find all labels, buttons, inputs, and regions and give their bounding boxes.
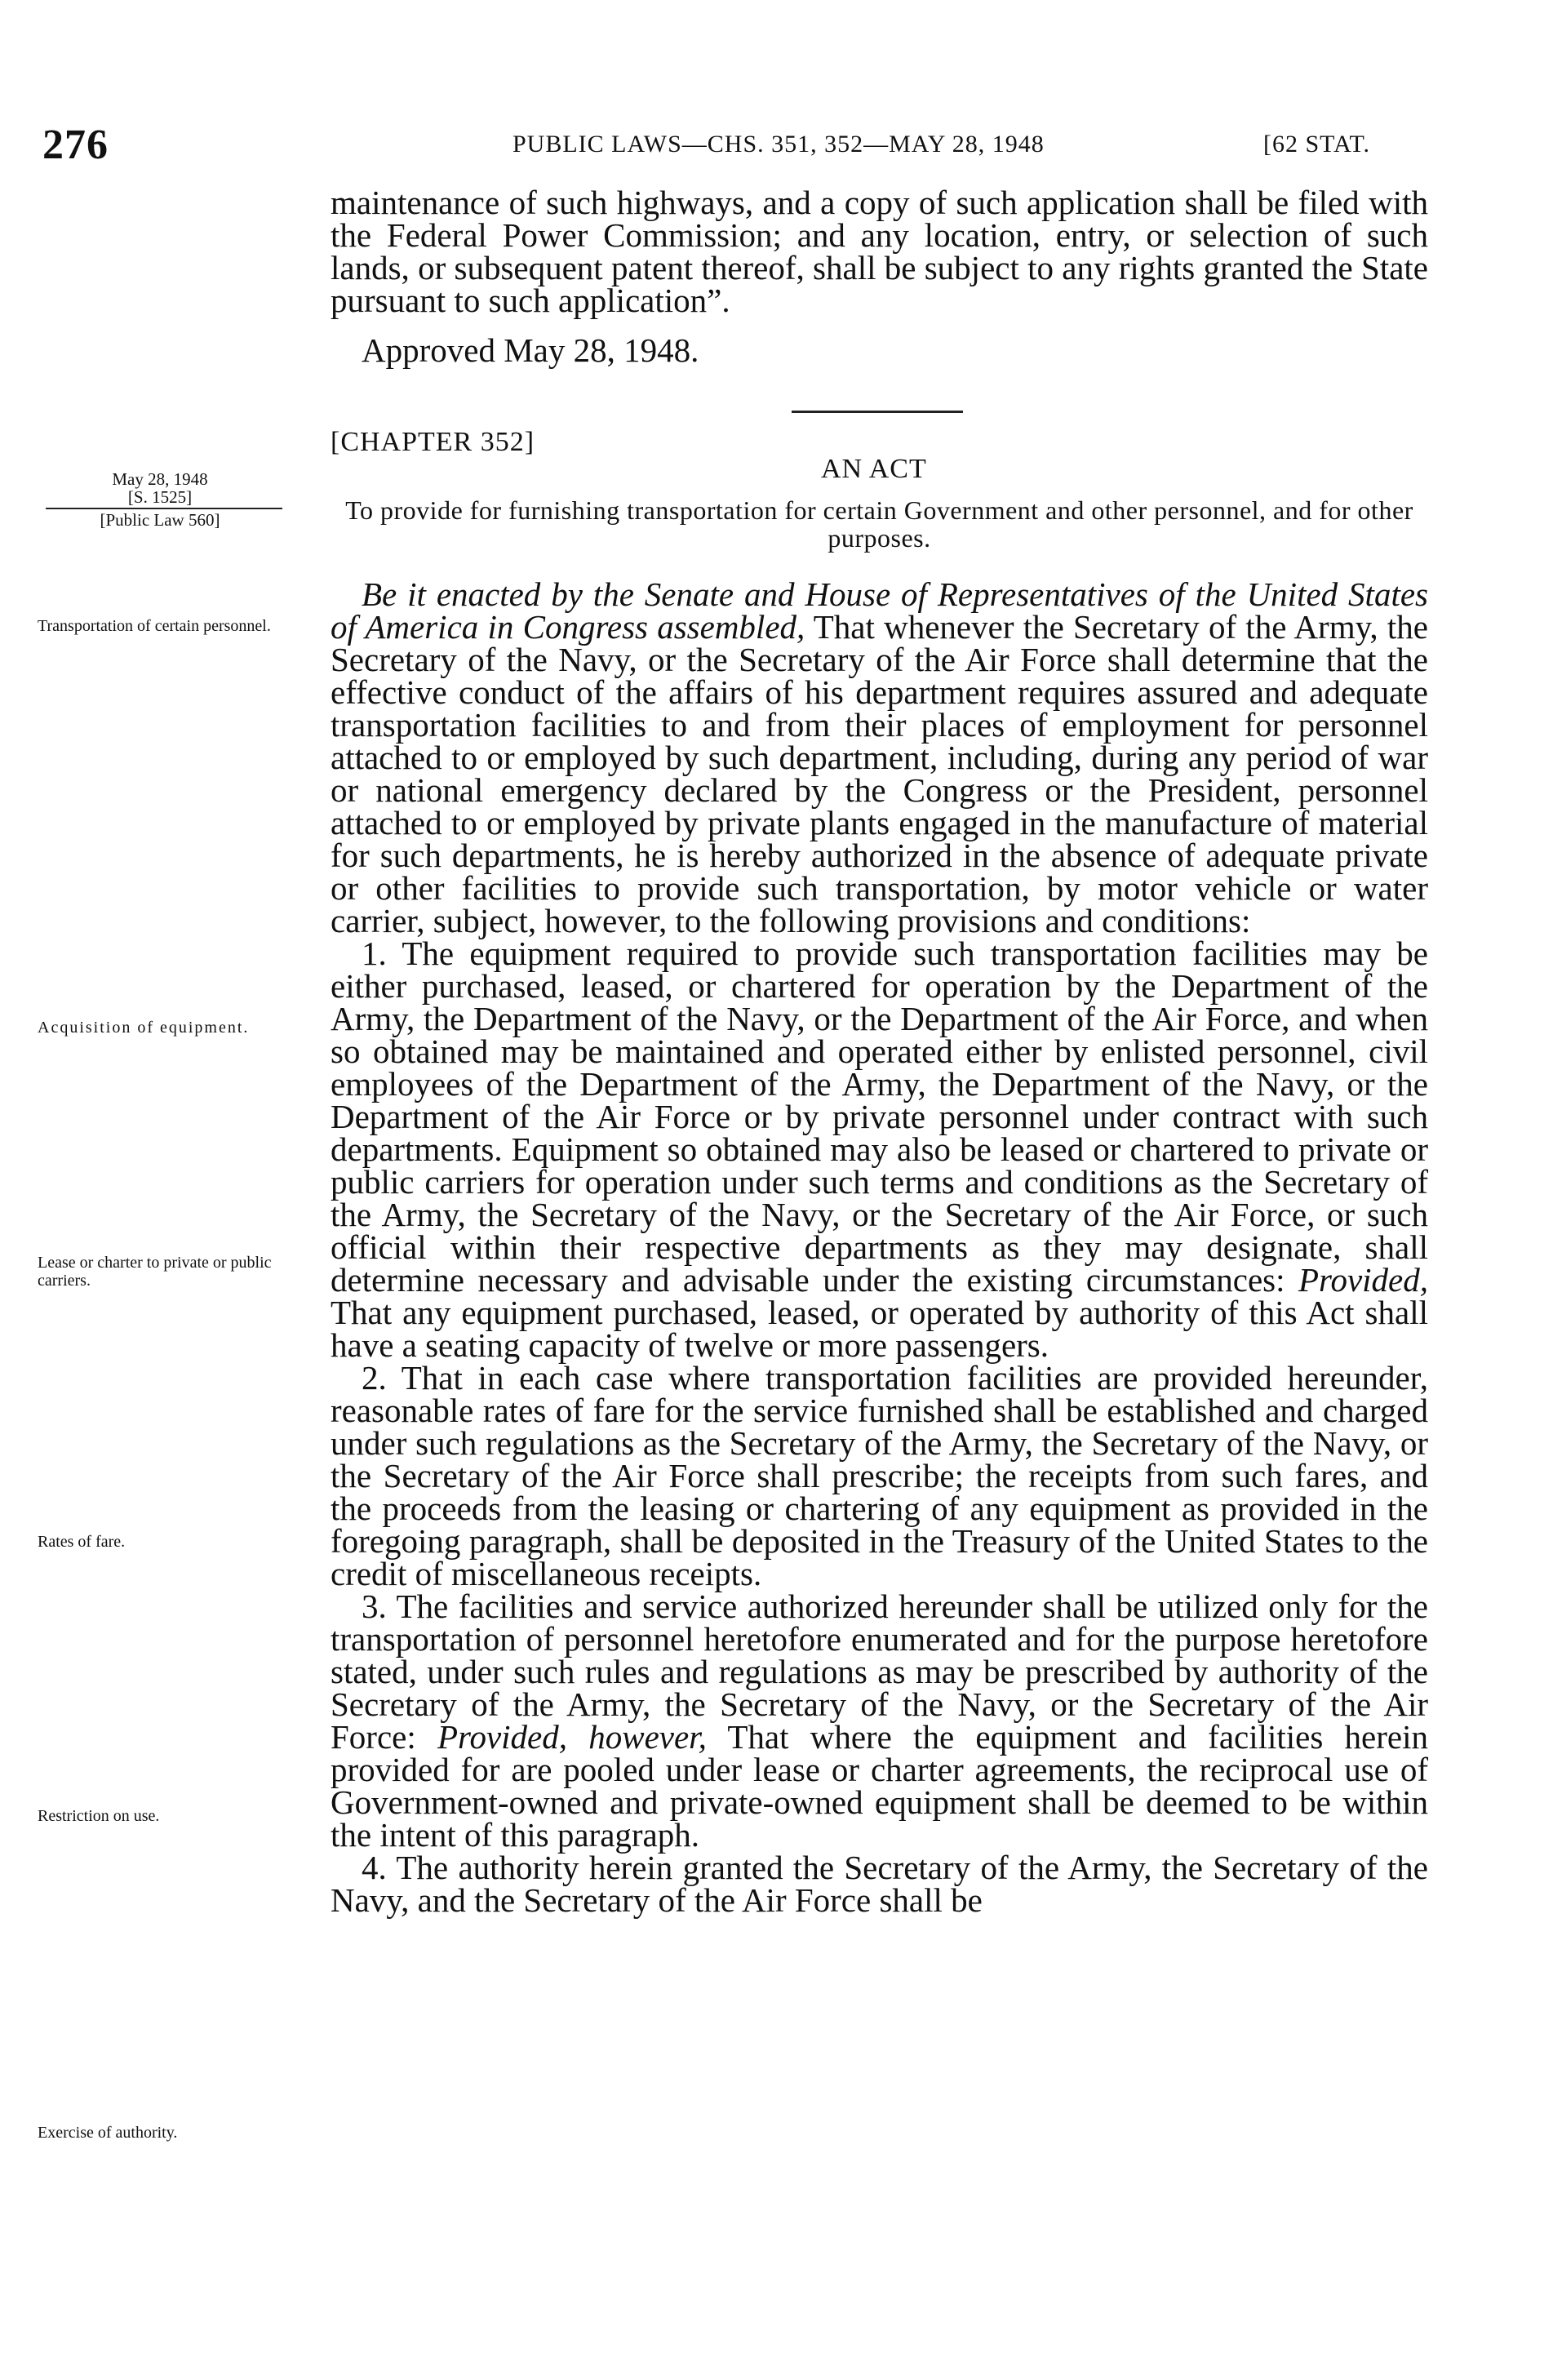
section-1: [331, 935, 1428, 1364]
section-3-proviso: Provided, however,: [437, 1718, 707, 1756]
margin-note-date: [38, 470, 282, 529]
public-law-number: [Public Law 560]: [100, 510, 220, 530]
section-3: [331, 1587, 1428, 1854]
previous-act-text: maintenance of such highways, and a copy of such application shall be filed with the Federal Power Commission; and any location, entry, or selection of such lands, or subsequent patent thereof, shall be subject to any rights granted the State pursuant to such application”.: [331, 184, 1428, 319]
margin-rule: [46, 508, 282, 509]
margin-note-rates: Rates of fare.: [38, 1533, 126, 1551]
margin-note-transportation: Transportation of certain personnel.: [38, 617, 271, 635]
previous-act-closing: [331, 186, 1428, 317]
margin-note-acquisition: Acquisition of equipment.: [38, 1019, 250, 1037]
approval-line: Approved May 28, 1948.: [362, 331, 699, 369]
section-3-text-cont: That where the equipment and facilities herein provided for are pooled under lease or charter agreements, the reciprocal use of Government-owned and private-owned equipment shall be deemed to be within the intent of this paragraph.: [331, 1718, 1428, 1854]
act-heading: AN ACT: [821, 454, 927, 484]
section-4: 4. The authority herein granted the Secretary of the Army, the Secretary of the Navy, and the Secretary of the Air Force shall be: [331, 1849, 1428, 1919]
margin-note-restriction: Restriction on use.: [38, 1807, 160, 1825]
running-title: PUBLIC LAWS—CHS. 351, 352—MAY 28, 1948: [512, 131, 1045, 158]
section-1-text-cont: That any equipment purchased, leased, or operated by authority of this Act shall have a seating capacity of twelve or more passengers.: [331, 1294, 1428, 1364]
enacting-formula: Be it enacted by the Senate and House of Representatives of the United States of America in Congress assembled,: [331, 575, 1428, 646]
section-2: 2. That in each case where transportation facilities are provided hereunder, reasonable rates of fare for the service furnished shall be established and charged under such regulations as the Secretary of the Army, the Secretary of the Navy, or the Secretary of the Air Force shall prescribe; the receipts from such fares, and the proceeds from the leasing or chartering of any equipment as provided in the foregoing paragraph, shall be deposited in the Treasury of the United States to the credit of miscellaneous receipts.: [331, 1359, 1428, 1592]
enactment-date: May 28, 1948: [112, 469, 208, 489]
section-1-text: 1. The equipment required to provide such transportation facilities may be either purchased, leased, or chartered for operation by the Department of the Army, the Department of the Navy, or the Department of the Air Force, and when so obtained may be maintained and operated either by enlisted personnel, civil employees of the Department of the Army, the Department of the Navy, or the Department of the Air Force or by private personnel under contract with such departments. Equipment so obtained may also be leased or chartered to private or public carriers for operation under such terms and conditions as the Secretary of the Army, the Secretary of the Navy, or the Secretary of the Air Force, or such official within their respective departments as they may designate, shall determine necessary and advisable under the existing circumstances:: [331, 935, 1428, 1299]
section-3-text: 3. The facilities and service authorized hereunder shall be utilized only for the transportation of personnel heretofore enumerated and for the purpose heretofore stated, under such rules and regulations as may be prescribed by authority of the Secretary of the Army, the Secretary of the Navy, or the Secretary of the Air Force:: [331, 1587, 1428, 1756]
section-divider: [792, 411, 963, 413]
enacting-clause: [331, 575, 1428, 939]
act-purpose: To provide for furnishing transportation for certain Government and other personnel, and for other purposes.: [345, 495, 1413, 553]
chapter-label: [CHAPTER 352]: [331, 427, 535, 457]
enacting-text: That whenever the Secretary of the Army, the Secretary of the Navy, or the Secretary of the Air Force shall determine that the effective conduct of the affairs of his department requires assured and adequate transportation facilities to and from their places of employment for personnel attached to or employed by such department, including, during any period of war or national emergency declared by the Congress or the President, personnel attached to or employed by private plants engaged in the manufacture of material for such departments, he is hereby authorized in the absence of adequate private or other facilities to provide such transportation, by motor vehicle or water carrier, subject, however, to the following provisions and conditions:: [331, 608, 1428, 939]
senate-bill-number: [S. 1525]: [127, 487, 193, 507]
act-body: [331, 575, 1428, 1919]
page-number: 276: [42, 122, 109, 168]
statutes-reference: [62 STAT.: [1263, 131, 1371, 158]
margin-note-exercise: Exercise of authority.: [38, 2124, 178, 2142]
margin-note-lease: Lease or charter to private or public carriers.: [38, 1254, 272, 1290]
section-1-proviso: Provided,: [1298, 1261, 1428, 1299]
